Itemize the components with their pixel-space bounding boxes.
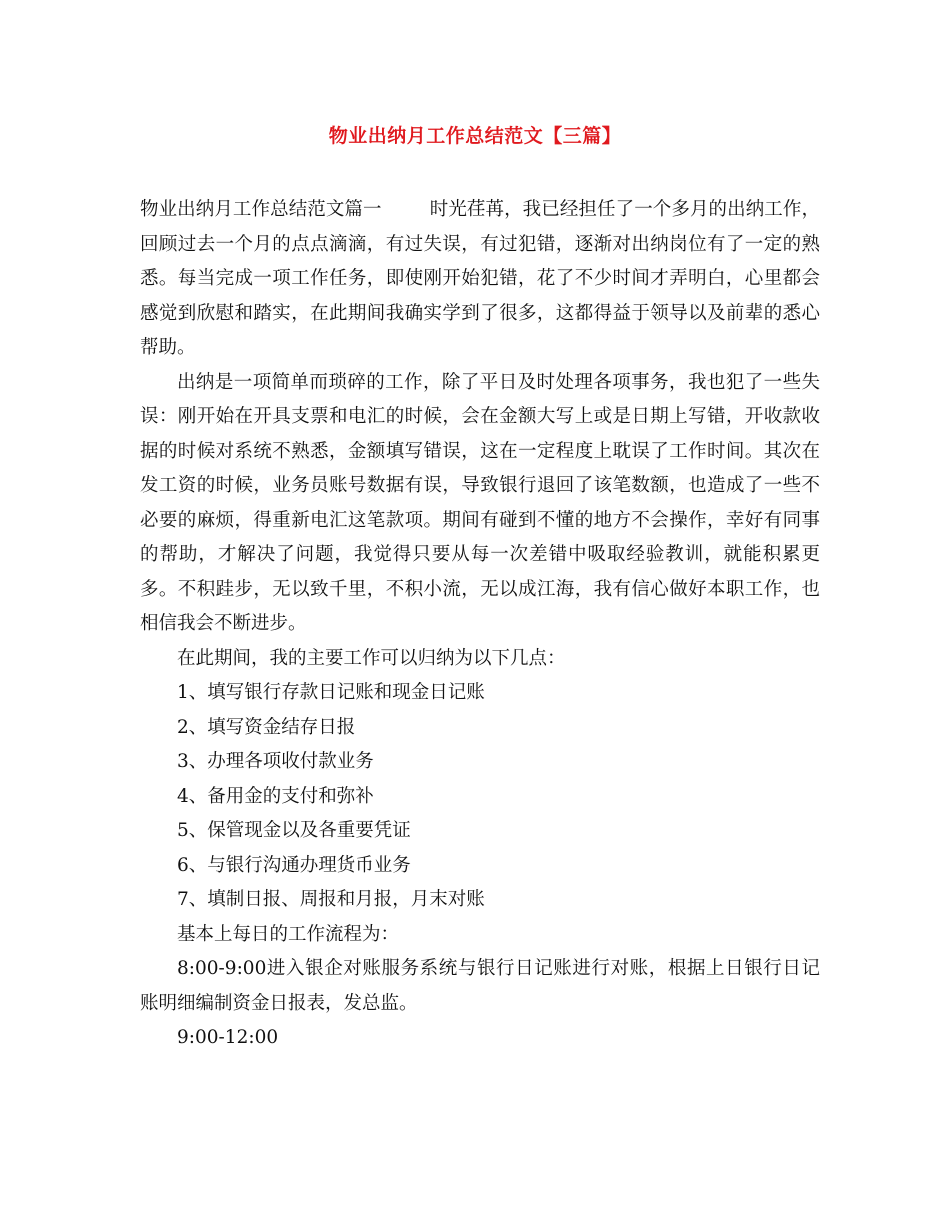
list-item: 7、填制日报、周报和月报，月末对账 xyxy=(177,889,485,910)
document-body xyxy=(140,193,820,1056)
list-item: 6、与银行沟通办理货币业务 xyxy=(177,854,411,876)
list-item: 2、填写资金结存日报 xyxy=(177,716,356,738)
paragraph-1-text: 时光荏苒，我已经担任了一个多月的出纳工作，回顾过去一个月的点点滴滴，有过失误，有过犯错，逐渐对出纳岗位有了一定的熟悉。每当完成一项工作任务，即使刚开始犯错，花了不少时间才弄明白，心里都会感觉到欣慰和踏实，在此期间我确实学到了很多，这都得益于领导以及前辈的悉心帮助。 xyxy=(140,199,820,358)
list-item: 3、办理各项收付款业务 xyxy=(177,751,374,772)
list-item: 5、保管现金以及各重要凭证 xyxy=(177,820,411,841)
list-item: 1、填写银行存款日记账和现金日记账 xyxy=(177,682,485,703)
paragraph-4: 基本上每日的工作流程为： xyxy=(177,923,400,945)
paragraph-6: 9:00-12:00 xyxy=(177,1027,279,1048)
paragraph-5: 8:00-9:00进入银企对账服务系统与银行日记账进行对账，根据上日银行日记账明细编制资金日报表，发总监。 xyxy=(140,958,820,1014)
section-label: 物业出纳月工作总结范文篇一 xyxy=(140,199,382,220)
list-item: 4、备用金的支付和弥补 xyxy=(177,785,374,807)
paragraph-3: 在此期间，我的主要工作可以归纳为以下几点： xyxy=(177,647,566,669)
paragraph-2: 出纳是一项简单而琐碎的工作，除了平日及时处理各项事务，我也犯了一些失误：刚开始在开具支票和电汇的时候，会在金额大写上或是日期上写错，开收款收据的时候对系统不熟悉，金额填写错误，这在一定程度上耽误了工作时间。其次在发工资的时候，业务员账号数据有误，导致银行退回了该笔数额，也造成了一些不必要的麻烦，得重新电汇这笔款项。期间有碰到不懂的地方不会操作，幸好有同事的帮助，才解决了问题，我觉得只要从每一次差错中吸取经验教训，就能积累更多。不积跬步，无以致千里，不积小流，无以成江海，我有信心做好本职工作，也相信我会不断进步。 xyxy=(140,371,820,634)
paragraph-intro xyxy=(140,193,820,366)
document-title: 物业出纳月工作总结范文【三篇】 xyxy=(328,125,622,147)
